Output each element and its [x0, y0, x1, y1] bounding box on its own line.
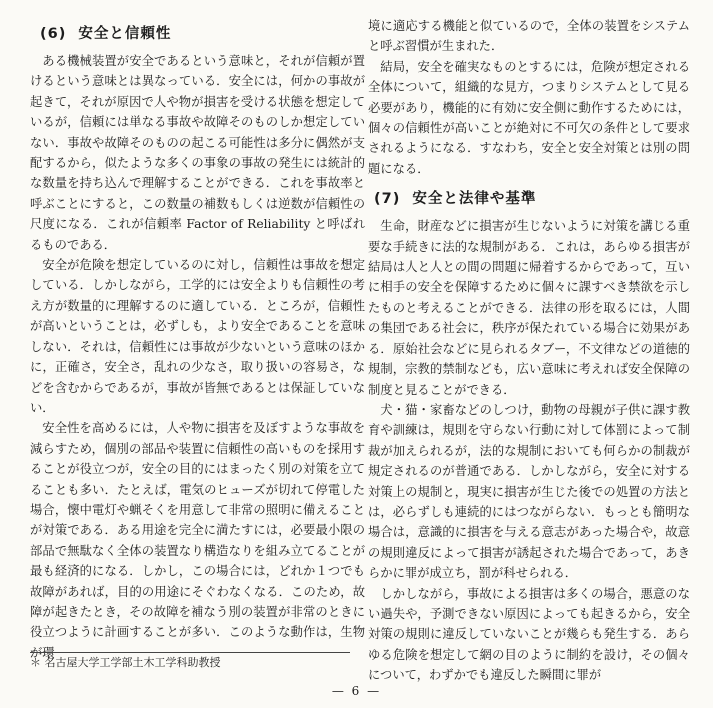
section-title: 安全と法律や基準: [412, 191, 537, 208]
section-title: 安全と信頼性: [78, 26, 172, 42]
section-number: (7): [374, 191, 401, 208]
paragraph: ある機械装置が安全であるという意味と，それが信頼が置けるという意味とは異なっている．安全には，何かの事故が起きて，それが原因で人や物が損害を受ける状態を想定しているが，信頼には単なる事故や故障そのものしか想定していない．事故や故障そのものの起こる可能性は多分に偶然が支配するから，似たような多くの事象の事故の発生には統計的な数量を持ち込んで理解することができる．これを事故率と呼ぶことにすると，この数量の補数もしくは逆数が信頼性の尺度になる．これが信頼率 Factor of Reliability と呼ばれるものである．: [30, 54, 365, 252]
paragraph: 犬・猫・家畜などのしつけ，動物の母親が子供に課す教育や訓練は，規則を守らない行動に対して体罰によって制裁が加えられるが，法的な規制においても何らかの制裁が規定されるのが普通である．しかしながら，安全に対する対策上の規制と，現実に損害が生じた後での処置の方法とは，必らずしも連続的にはつながらない．もっとも簡明な場合は，意識的に損害を与える意志があった場合や，故意の規則違反によって損害が誘起された場合であって，あきらかに罪が成立ち，罰が科せられる．: [368, 402, 690, 581]
paragraph: 結局，安全を確実なものとするには，危険が想定される全体について，組織的な見方，つまりシステムとして見る必要があり，機能的に有効に安全側に動作するためには，個々の信頼性が高いことが絶対に不可欠の条件として要求されるようになる．すなわち，安全と安全対策とは別の問題になる．: [368, 59, 690, 176]
paragraph: しかしながら，事故による損害は多くの場合，悪意のない過失や，予測できない原因によっても起きるから，安全対策の規則に違反していないことが幾らも発生する．あらゆる危険を想定して網の目のように制約を設け，その個々について，わずかでも違反した瞬間に罪が: [368, 586, 690, 683]
paragraph: 安全が危険を想定しているのに対し，信頼性は事故を想定している．しかしながら，工学的には安全よりも信頼性の考え方が数量的に理解するのに適している．ところが，信頼性が高いということは，必ずしも，より安全であることを意味しない．それは，信頼性には事故が少ないという意味のほかに，正確さ，安全さ，乱れの少なさ，取り扱いの容易さ，などを含むからであるが，事故が皆無であるとは保証していない．: [30, 258, 365, 415]
paragraph: 生命，財産などに損害が生じないように対策を講じる重要な手続きに法的な規制がある．これは，あらゆる損害が結局は人と人との間の問題に帰着するからであって，互いに相手の安全を保障するために個々に課すべき禁欲を示したものと考えることができる．法律の形を取るには，人間の集団である社会に，秩序が保たれている場合に効果がある．原始社会などに見られるタブー，不文律などの道徳的規制，宗教的禁制なども，広い意味に考えれば安全保障の制度と見ることができる．: [368, 219, 690, 397]
left-column: [30, 22, 365, 663]
footnote: ＊ 名古屋大学工学部土木工学科助教授: [30, 652, 350, 671]
section-heading-7: [368, 187, 690, 208]
right-column: [368, 16, 690, 686]
section-number: (6): [40, 26, 67, 42]
paragraph-continuation: 境に適応する機能と似ているので，全体の装置をシステムと呼ぶ習慣が生まれた．: [368, 19, 690, 54]
paragraph: 安全性を高めるには，人や物に損害を及ぼすような事故を減らすため，個別の部品や装置に信頼性の高いものを採用することが役立つが，安全の目的にはまったく別の対策を立てることも多い．たとえば，電気のヒューズが切れて停電した場合，懐中電灯や蝋そくを用意して非常の照明に備えることが対策である．ある用途を完全に満たすには，必要最小限の部品で無駄なく全体の装置なり構造なりを組み立てることが最も経済的になる．しかし，この場合には，どれか１つでも故障があれば，目的の用途にそぐわなくなる．このため，故障が起きたとき，その故障を補なう別の装置が非常のときに役立つように計画することが多い．このような動作は，生物が環: [30, 421, 365, 660]
page-number: — 6 —: [331, 684, 382, 698]
section-heading-6: [30, 22, 365, 43]
